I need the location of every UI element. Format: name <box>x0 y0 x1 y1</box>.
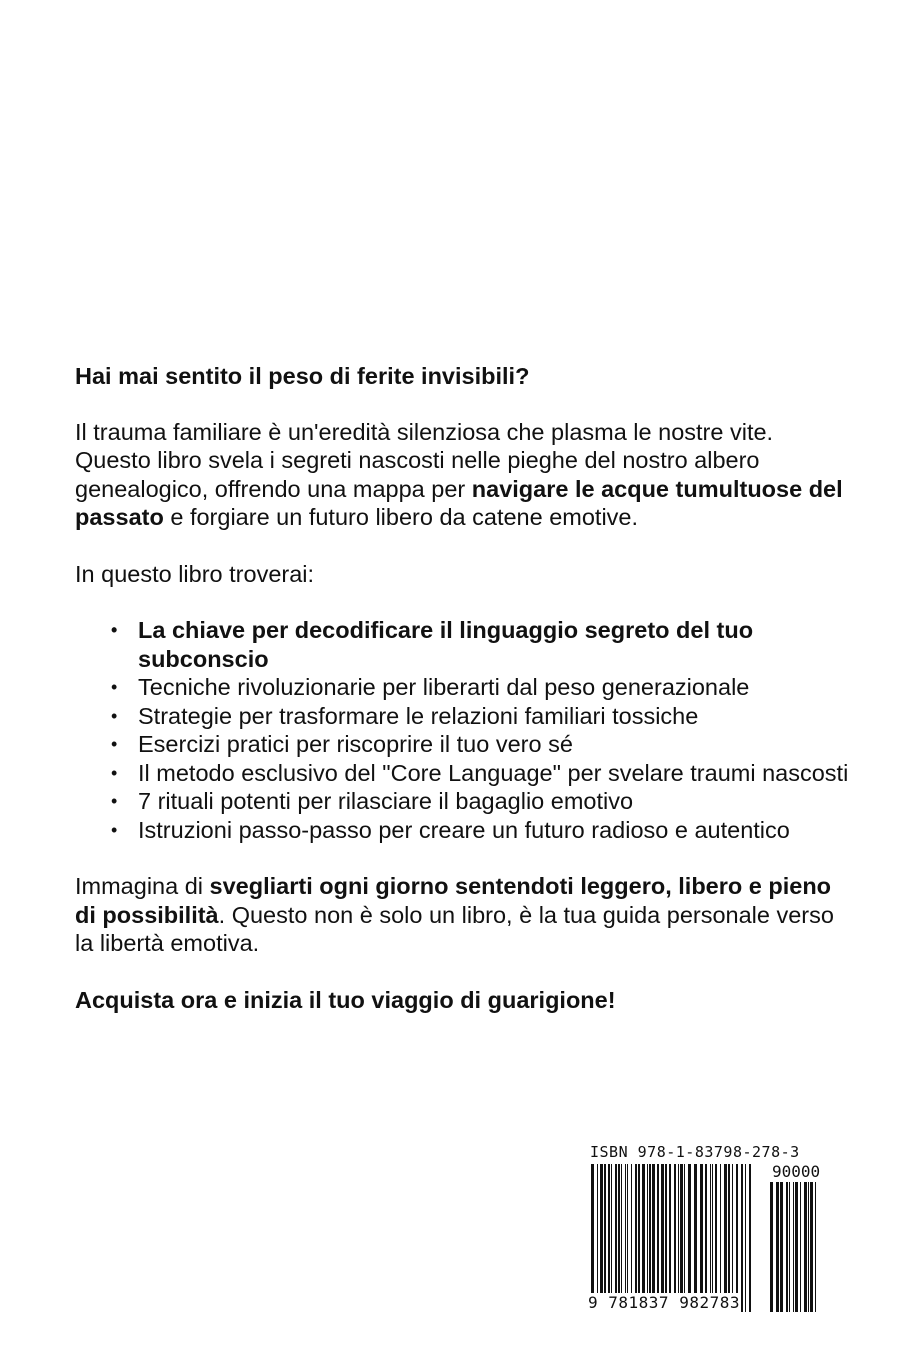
barcode-bar <box>745 1164 746 1312</box>
barcode-bar <box>815 1182 816 1312</box>
price-code: 90000 <box>772 1162 821 1181</box>
bullet-icon: • <box>111 734 118 754</box>
list-item <box>75 816 855 845</box>
closing-text-1: Immagina di <box>75 873 210 899</box>
call-to-action: Acquista ora e inizia il tuo viaggio di guarigione! <box>75 986 616 1013</box>
barcode-bar <box>684 1164 685 1312</box>
barcode-bar <box>789 1182 790 1312</box>
barcode-bar <box>618 1164 620 1312</box>
back-cover-text <box>75 362 855 1014</box>
list-item <box>75 787 855 816</box>
closing-paragraph <box>75 872 855 958</box>
intro-text-1: Il trauma familiare è un'eredità silenziosa che plasma le nostre vite. Questo libro svela i segreti nascosti nelle pieghe del nostro albero genealogico, offrendo una mappa per <box>75 418 774 502</box>
list-item-text: Il metodo esclusivo del "Core Language" per svelare traumi nascosti <box>138 759 849 786</box>
barcode-bar <box>669 1164 671 1312</box>
intro-text-2: e forgiare un futuro libero da catene emotive. <box>163 504 639 530</box>
barcode-bar <box>776 1182 779 1312</box>
barcode-bar <box>642 1164 645 1312</box>
barcode-bar <box>652 1164 655 1312</box>
barcode-bar <box>678 1164 679 1312</box>
barcode-bar <box>638 1164 640 1312</box>
barcode-bar <box>611 1164 612 1312</box>
bullet-icon: • <box>111 620 118 640</box>
barcode-bar <box>710 1164 711 1312</box>
barcode-bar <box>597 1164 598 1312</box>
bullet-icon: • <box>111 705 118 726</box>
feature-list <box>75 616 855 844</box>
barcode-bar <box>715 1164 717 1312</box>
barcode-bar <box>631 1164 632 1312</box>
barcode-bar <box>770 1182 773 1312</box>
barcode-bar <box>741 1164 743 1312</box>
list-item-text: Esercizi pratici per riscoprire il tuo vero sé <box>138 731 573 757</box>
barcode-bar <box>621 1164 622 1312</box>
bullet-icon: • <box>111 677 118 697</box>
barcode-bar <box>661 1164 664 1312</box>
barcode-bar <box>694 1164 697 1312</box>
list-item <box>75 616 855 673</box>
barcode-bar <box>736 1164 738 1312</box>
barcode-bar <box>728 1164 730 1312</box>
barcode-bar <box>705 1164 707 1312</box>
list-item-text: La chiave per decodificare il linguaggio segreto del tuo subconscio <box>138 617 754 672</box>
barcode-bar <box>649 1164 651 1312</box>
barcode-bar <box>720 1164 721 1312</box>
barcode-bar <box>810 1182 813 1312</box>
barcode-bar <box>700 1164 703 1312</box>
barcode-bar <box>804 1182 807 1312</box>
list-item <box>75 759 855 788</box>
barcode-bar <box>627 1164 628 1312</box>
barcode-bar <box>615 1164 617 1312</box>
barcode-bar <box>749 1164 751 1312</box>
barcode-bar <box>786 1182 788 1312</box>
barcode-bar <box>688 1164 691 1312</box>
barcode-bar <box>712 1164 713 1312</box>
barcode-bar <box>608 1164 610 1312</box>
barcode-bar <box>647 1164 648 1312</box>
barcode-bar <box>591 1164 594 1312</box>
isbn-label: ISBN 978-1-83798-278-3 <box>590 1143 800 1161</box>
price-addon-bars <box>770 1182 816 1312</box>
bullet-icon: • <box>111 819 118 840</box>
list-item <box>75 702 855 731</box>
ean-bars <box>591 1164 751 1312</box>
barcode-bar <box>635 1164 637 1312</box>
barcode-bar <box>680 1164 683 1312</box>
list-item-text: Istruzioni passo-passo per creare un futuro radioso e autentico <box>138 816 790 843</box>
barcode-bar <box>795 1182 798 1312</box>
barcode-bar <box>724 1164 727 1312</box>
barcode-bar <box>808 1182 809 1312</box>
barcode-bar <box>657 1164 659 1312</box>
ean-number: 9 781837 982783 <box>588 1293 740 1312</box>
bullet-icon: • <box>111 762 118 783</box>
bullet-icon: • <box>111 791 118 811</box>
closing-text-2: . Questo non è solo un libro, è la tua guida personale verso la libertà emotiva. <box>75 901 834 956</box>
list-item-text: Strategie per trasformare le relazioni familiari tossiche <box>138 702 699 729</box>
barcode-bar <box>665 1164 667 1312</box>
list-intro: In questo libro troverai: <box>75 560 315 587</box>
barcode-bar <box>793 1182 794 1312</box>
barcode-bar <box>625 1164 626 1312</box>
barcode-bar <box>674 1164 676 1312</box>
barcode-bar <box>600 1164 603 1312</box>
closing-bold: svegliarti ogni giorno sentendoti leggero, libero e pieno di possibilità <box>75 873 832 928</box>
barcode-bar <box>780 1182 783 1312</box>
list-item-text: 7 rituali potenti per rilasciare il bagaglio emotivo <box>138 788 634 814</box>
barcode-bar <box>604 1164 606 1312</box>
barcode-bar <box>800 1182 801 1312</box>
list-item <box>75 730 855 759</box>
list-item <box>75 673 855 702</box>
intro-paragraph <box>75 418 855 532</box>
headline: Hai mai sentito il peso di ferite invisibili? <box>75 363 530 389</box>
list-item-text: Tecniche rivoluzionarie per liberarti dal peso generazionale <box>138 674 750 700</box>
intro-bold: navigare le acque tumultuose del passato <box>75 475 843 530</box>
barcode-bar <box>732 1164 733 1312</box>
